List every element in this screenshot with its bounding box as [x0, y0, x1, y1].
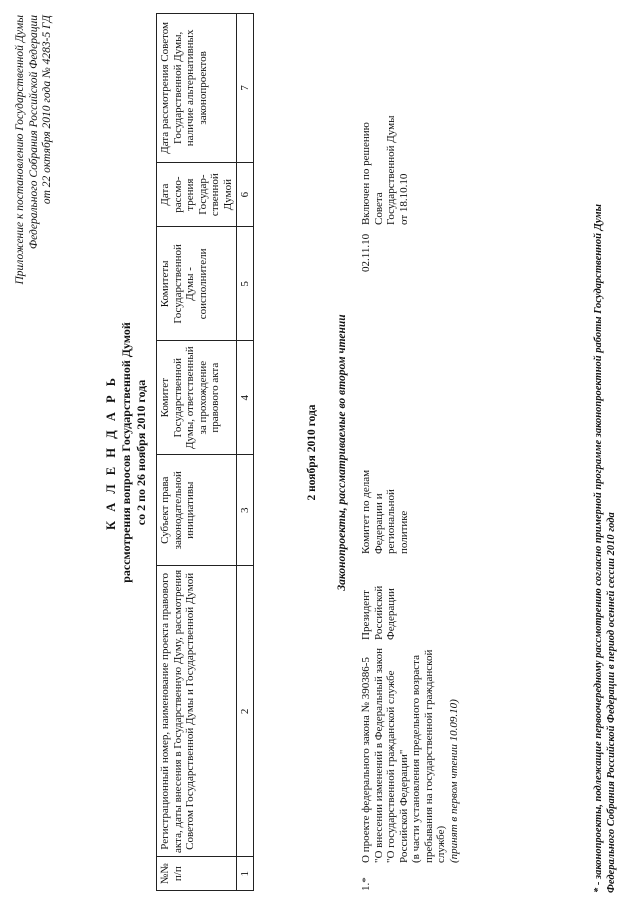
- column-number: 4: [237, 341, 254, 455]
- bill-line: О проекте федерального закона № 390386-5: [360, 657, 372, 863]
- column-number: 2: [237, 566, 254, 857]
- approval-stamp: [14, 15, 55, 305]
- approval-line-2: Федерального Собрания Российской Федерации: [27, 15, 40, 250]
- column-number: 1: [237, 857, 254, 891]
- bill-line: службе): [435, 825, 447, 863]
- calendar-header-table: [156, 13, 254, 891]
- header-subject: Субъект права законодательной инициативы: [157, 455, 237, 566]
- council-note: Включен по решению Совета Государственной Думы от 18.10.10: [360, 115, 410, 225]
- bill-line: пребывания на государственной гражданской: [422, 649, 435, 863]
- initiative-subject: Президент Российской Федерации: [360, 585, 397, 640]
- header-review-date: Дата рассмо-трения Государ-ственной Думой: [157, 162, 237, 227]
- footnote-line-2: Федерального Собрания Российской Федерации в период осенней сессии 2010 года: [605, 512, 617, 893]
- responsible-committee: Комитет по делам Федерации и региональной политике: [360, 469, 410, 554]
- bill-line: Российской Федерации": [397, 749, 410, 863]
- bill-line: "О государственной гражданской службе: [385, 670, 397, 863]
- column-number: 3: [237, 455, 254, 566]
- section-heading: Законопроекты, рассматриваемые во втором чтении: [336, 314, 348, 591]
- footnote-line-1: * - законопроекты, подлежащие первоочередному рассмотрению согласно примерной программе законопроектной работы Государственной Думы: [593, 204, 604, 893]
- row-number: 1.*: [360, 877, 372, 891]
- column-number: 7: [237, 14, 254, 163]
- first-reading-note: (принят в первом чтении 10.09.10): [447, 699, 460, 863]
- bill-line: "О внесении изменений в Федеральный закон: [372, 648, 385, 863]
- bill-description: [360, 648, 460, 863]
- approval-line-3: от 22 октября 2010 года № 4283-5 ГД: [41, 15, 53, 205]
- date-heading: 2 ноября 2010 года: [306, 404, 318, 501]
- header-co-committees: Комитеты Государственной Думы - соисполнители: [157, 227, 237, 341]
- document-title: К А Л Е Н Д А Р Ь: [104, 375, 118, 530]
- footnote: [593, 13, 618, 893]
- header-council-date: Дата рассмотрения Советом Государственной Думы, наличие альтернативных законопроектов: [157, 14, 237, 163]
- review-date: 02.11.10: [360, 233, 372, 272]
- document-subtitle: рассмотрения вопросов Государственной Думой: [119, 322, 133, 583]
- header-number: №№ п/п: [157, 857, 237, 891]
- approval-line-1: Приложение к постановлению Государственной Думы: [14, 15, 26, 285]
- header-registration: Регистрационный номер, наименование проекта правового акта, даты внесения в Государственную Думу, рассмотрения Советом Государственной Думы и Государственной Думой: [157, 566, 237, 857]
- document-period: со 2 по 26 ноября 2010 года: [134, 379, 148, 526]
- column-number: 5: [237, 227, 254, 341]
- bill-line: (в части установления предельного возраста: [410, 655, 422, 863]
- header-responsible-committee: Комитет Государственной Думы, ответственный за прохождение правового акта: [157, 341, 237, 455]
- column-number: 6: [237, 162, 254, 227]
